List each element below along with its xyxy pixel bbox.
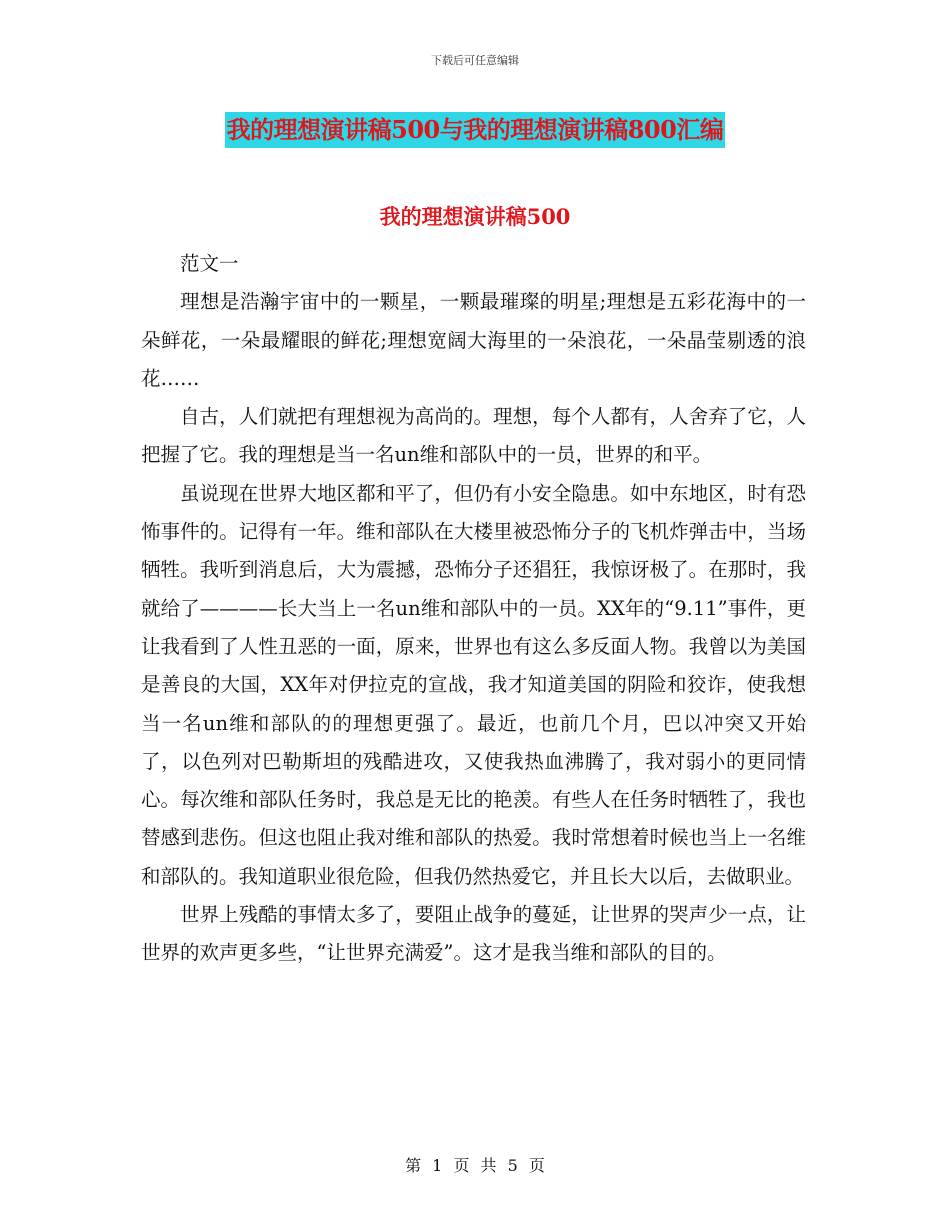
page-number-footer: 第 1 页 共 5 页 <box>405 1156 545 1175</box>
document-title: 我的理想演讲稿500与我的理想演讲稿800汇编 <box>225 112 726 148</box>
paragraph-label: 范文一 <box>180 252 239 275</box>
document-body <box>141 245 806 973</box>
document-title-container <box>0 112 950 148</box>
paragraph: 世界上残酷的事情太多了，要阻止战争的蔓延，让世界的哭声少一点，让世界的欢声更多些，“让世界充满爱”。这才是我当维和部队的目的。 <box>141 903 806 965</box>
paragraph: 理想是浩瀚宇宙中的一颗星，一颗最璀璨的明星;理想是五彩花海中的一朵鲜花，一朵最耀眼的鲜花;理想宽阔大海里的一朵浪花，一朵晶莹剔透的浪花…… <box>141 290 806 390</box>
page-header-note: 下载后可任意编辑 <box>431 54 519 67</box>
paragraph: 自古，人们就把有理想视为高尚的。理想，每个人都有，人舍弃了它，人把握了它。我的理想是当一名un维和部队中的一员，世界的和平。 <box>141 405 806 467</box>
section-title: 我的理想演讲稿500 <box>379 204 571 229</box>
paragraph: 虽说现在世界大地区都和平了，但仍有小安全隐患。如中东地区，时有恐怖事件的。记得有一年。维和部队在大楼里被恐怖分子的飞机炸弹击中，当场牺牲。我听到消息后，大为震撼，恐怖分子还猖狂，我惊讶极了。在那时，我就给了————长大当上一名un维和部队中的一员。XX年的“9.11”事件，更让我看到了人性丑恶的一面，原来，世界也有这么多反面人物。我曾以为美国是善良的大国，XX年对伊拉克的宣战，我才知道美国的阴险和狡诈，使我想当一名un维和部队的的理想更强了。最近，也前几个月，巴以冲突又开始了，以色列对巴勒斯坦的残酷进攻，又使我热血沸腾了，我对弱小的更同情心。每次维和部队任务时，我总是无比的艳羡。有些人在任务时牺牲了，我也替感到悲伤。但这也阻止我对维和部队的热爱。我时常想着时候也当上一名维和部队的。我知道职业很危险，但我仍然热爱它，并且长大以后，去做职业。 <box>141 481 806 888</box>
